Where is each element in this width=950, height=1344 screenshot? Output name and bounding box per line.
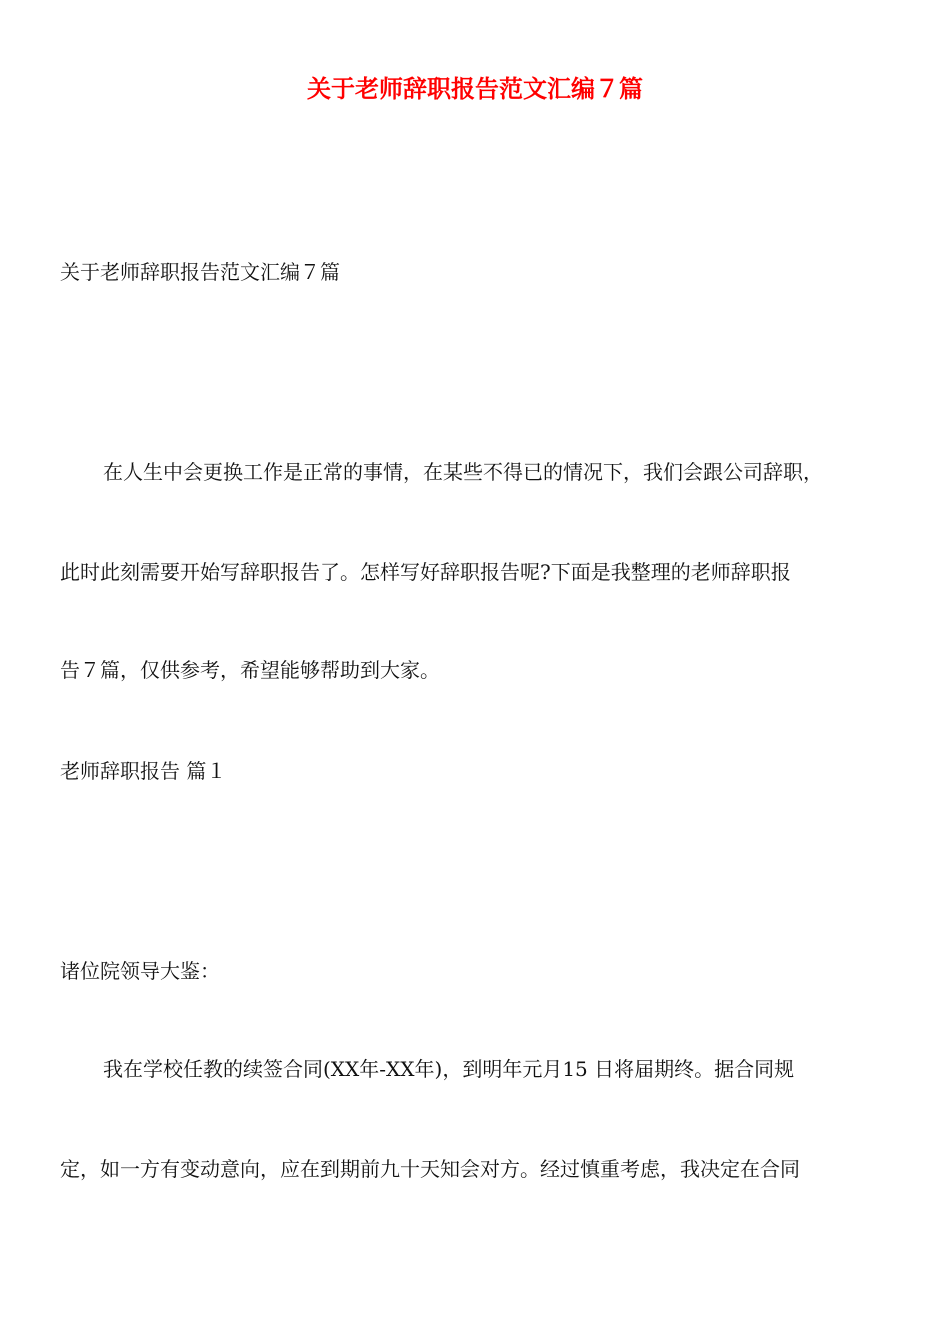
body-line-2: 定，如一方有变动意向，应在到期前九十天知会对方。经过慎重考虑，我决定在合同: [60, 1157, 800, 1181]
intro-line-3: 告７篇，仅供参考，希望能够帮助到大家。: [60, 658, 440, 682]
document-title: 关于老师辞职报告范文汇编７篇: [307, 75, 643, 103]
body-line-1: 我在学校任教的续签合同(XX年-XX年)，到明年元月15 日将届期终。据合同规: [103, 1057, 795, 1081]
document-subtitle: 关于老师辞职报告范文汇编７篇: [60, 260, 340, 284]
intro-line-2: 此时此刻需要开始写辞职报告了。怎样写好辞职报告呢?下面是我整理的老师辞职报: [60, 560, 791, 584]
salutation: 诸位院领导大鉴：: [60, 959, 220, 983]
section-heading: 老师辞职报告 篇１: [60, 759, 227, 783]
intro-line-1: 在人生中会更换工作是正常的事情，在某些不得已的情况下，我们会跟公司辞职，: [103, 460, 823, 484]
